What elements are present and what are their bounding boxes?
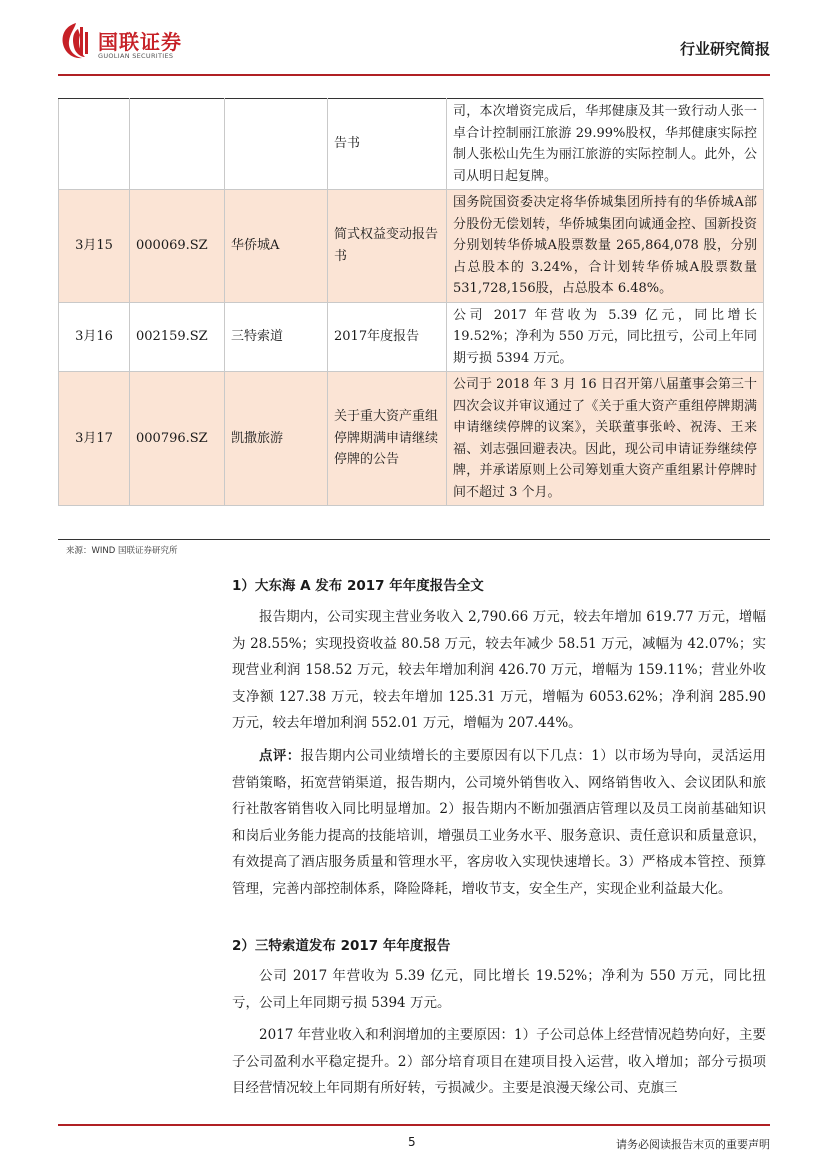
cell-name: 三特索道 [225, 302, 328, 372]
cell-code: 002159.SZ [130, 302, 225, 372]
table-bottom-rule [58, 539, 770, 540]
cell-date: 3月17 [59, 372, 130, 506]
cell-name: 华侨城A [225, 190, 328, 303]
cell-code: 000069.SZ [130, 190, 225, 303]
footer-disclaimer: 请务必阅读报告末页的重要声明 [616, 1138, 770, 1151]
section-1-paragraph: 报告期内，公司实现主营业务收入 2,790.66 万元，较去年增加 619.77 万元，增幅为 28.55%；实现投资收益 80.58 万元，较去年减少 58.51 万元，减幅为 42.07%；实现营业利润 158.52 万元，较去年增加利润 426.70 万元，增幅为 159.11%；营业外收支净额 127.38 万元，较去年增加 125.31 万元，增幅为 6053.62%；净利润 285.90 万元，较去年增加利润 552.01 万元，增幅为 207.44%。 [232, 609, 766, 731]
cell-document: 关于重大资产重组停牌期满申请继续停牌的公告 [328, 372, 447, 506]
table-row [59, 372, 764, 506]
cell-date [59, 99, 130, 190]
cell-date: 3月15 [59, 190, 130, 303]
logo-mark-icon [58, 20, 94, 62]
cell-description: 公司于 2018 年 3 月 16 日召开第八届董事会第三十四次会议并审议通过了《关于重大资产重组停牌期满申请继续停牌的议案》，关联董事张岭、祝涛、王来福、刘志强回避表决。因此，现公司申请证券继续停牌，并承诺原则上公司筹划重大资产重组累计停牌时间不超过 3 个月。 [447, 372, 764, 506]
cell-document: 简式权益变动报告书 [328, 190, 447, 303]
comment-text: 报告期内公司业绩增长的主要原因有以下几点：1）以市场为导向，灵活运用营销策略，拓宽营销渠道，报告期内，公司境外销售收入、网络销售收入、会议团队和旅行社散客销售收入同比明显增加。2）报告期内不断加强酒店管理以及员工岗前基础知识和岗后业务能力提高的技能培训，增强员工业务水平、服务意识、责任意识和质量意识，有效提高了酒店服务质量和管理水平，客房收入实现快速增长。3）严格成本管控、预算管理，完善内部控制体系，降险降耗，增收节支，安全生产，实现企业利益最大化。 [232, 748, 767, 897]
cell-date: 3月16 [59, 302, 130, 372]
cell-description: 司，本次增资完成后，华邦健康及其一致行动人张一卓合计控制丽江旅游 29.99%股权，华邦健康实际控制人张松山先生为丽江旅游的实际控制人。此外，公司从明日起复牌。 [447, 99, 764, 190]
announcement-table [58, 98, 764, 506]
cell-code: 000796.SZ [130, 372, 225, 506]
table-row [59, 99, 764, 190]
table-source-note: 来源：WIND 国联证券研究所 [66, 546, 178, 556]
table-row [59, 190, 764, 303]
cell-description: 国务院国资委决定将华侨城集团所持有的华侨城A部分股份无偿划转，华侨城集团向诚通金控、国新投资分别划转华侨城A股票数量 265,864,078 股，分别占总股本的 3.24%，合计划转华侨城A股票数量 531,728,156股，占总股本 6.48%。 [447, 190, 764, 303]
cell-code [130, 99, 225, 190]
section-title-2: 2）三特索道发布 2017 年年度报告 [232, 938, 451, 954]
section-2-paragraph-1: 公司 2017 年营收为 5.39 亿元，同比增长 19.52%；净利为 550 万元，同比扭亏，公司上年同期亏损 5394 万元。 [232, 968, 766, 1011]
table-row [59, 302, 764, 372]
cell-name: 凯撒旅游 [225, 372, 328, 506]
footer-divider [58, 1124, 770, 1126]
header-divider [58, 74, 770, 76]
section-2-paragraph-2: 2017 年营业收入和利润增加的主要原因：1）子公司总体上经营情况趋势向好，主要子公司盈利水平稳定提升。2）部分培育项目在建项目投入运营，收入增加；部分亏损项目经营情况较上年同期有所好转，亏损减少。主要是浪漫天缘公司、克旗三 [232, 1027, 766, 1096]
company-logo [58, 20, 233, 62]
section-title-1: 1）大东海 A 发布 2017 年年度报告全文 [232, 578, 484, 594]
cell-document: 2017年度报告 [328, 302, 447, 372]
logo-text-en: GUOLIAN SECURITIES [98, 52, 174, 60]
comment-label: 点评： [259, 748, 301, 764]
cell-description: 公司 2017 年营收为 5.39 亿元，同比增长 19.52%；净利为 550 万元，同比扭亏，公司上年同期亏损 5394 万元。 [447, 302, 764, 372]
cell-document: 告书 [328, 99, 447, 190]
page-number: 5 [408, 1135, 416, 1149]
logo-text-cn: 国联证券 [98, 30, 182, 54]
cell-name [225, 99, 328, 190]
page-header [58, 14, 770, 74]
report-type-label: 行业研究简报 [679, 40, 770, 58]
section-1-comment [232, 743, 766, 902]
